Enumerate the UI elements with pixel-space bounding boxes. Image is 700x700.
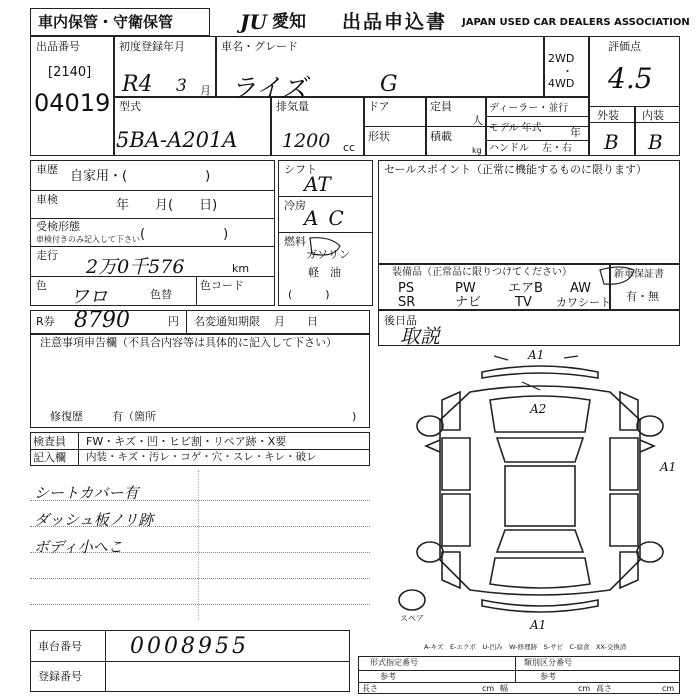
score: 4.5 — [608, 62, 653, 95]
handle-label: ハンドル — [489, 143, 529, 154]
car-name: ライズ — [230, 74, 307, 104]
type-label: 型式 — [119, 100, 141, 113]
receipt-label: 受検形態 — [36, 220, 80, 233]
color-value: ワロ — [70, 286, 109, 308]
ref-label-1: 参考 — [380, 672, 396, 681]
doors-label: ドア — [368, 100, 390, 113]
era-year: R4 — [122, 72, 153, 97]
displacement-label: 排気量 — [276, 100, 309, 113]
r-ticket-value: 8790 — [74, 308, 130, 333]
spare-label: スペア — [400, 614, 424, 623]
name-change-value: 月 日 — [274, 315, 318, 328]
interior-label: 内装 — [642, 109, 664, 122]
load-unit: kg — [472, 146, 482, 155]
damage-mark-rear: A1 — [530, 618, 547, 632]
width-unit: cm — [578, 684, 591, 693]
height-unit: cm — [662, 684, 675, 693]
year-unit: 年 — [570, 126, 581, 139]
score-label: 評価点 — [608, 40, 641, 53]
history-label: 車歴 — [36, 163, 58, 176]
after-item-value: 取説 — [400, 324, 440, 348]
capacity-label: 定員 — [430, 100, 452, 113]
width-label: 幅 — [500, 684, 508, 693]
fuel-light-oil: 軽 油 — [308, 266, 341, 279]
equip-leather: カワシート — [556, 296, 611, 309]
inspection-value: 年 月( 日) — [116, 198, 218, 213]
inspector-label: 検査員 — [33, 435, 66, 448]
first-reg-label: 初度登録年月 — [119, 40, 185, 53]
warranty-value: 有・無 — [626, 290, 659, 303]
model-code: 5BA-A201A — [116, 128, 238, 152]
lot-number: 04019 — [34, 89, 111, 117]
repair-label: 修復歴 — [50, 410, 83, 423]
note-line-1: シートカバー有 — [34, 484, 139, 502]
equip-ps: PS — [398, 281, 415, 296]
color-code-label: 色コード — [200, 279, 244, 292]
drive-4wd: 4WD — [548, 77, 575, 90]
sales-point-label: セールスポイント（正常に機能するものに限ります） — [384, 163, 648, 176]
damage-mark-right: A1 — [660, 460, 677, 474]
capacity-unit: 人 — [472, 114, 483, 127]
drive-2wd: 2WD — [548, 52, 575, 65]
warranty-label: 新車保証書 — [614, 269, 664, 280]
fw-row: FW・キズ・凹・ヒビ割・リペア跡・X要 — [86, 435, 287, 448]
ac-label: 冷房 — [284, 199, 306, 212]
dealer-label: ディーラー・並行 — [489, 103, 569, 114]
r-ticket-unit: 円 — [168, 315, 179, 328]
registration-label: 登録番号 — [38, 670, 82, 683]
height-label: 高さ — [596, 684, 612, 693]
fuel-label: 燃料 — [284, 235, 306, 248]
shift-label: シフト — [284, 163, 317, 176]
load-label: 積載 — [430, 130, 452, 143]
notice-label: 注意事項申告欄（不具合内容等は具体的に記入して下さい） — [40, 336, 337, 349]
color-label: 色 — [36, 279, 47, 292]
note-line-2: ダッシュ板ノリ跡 — [34, 511, 154, 529]
equip-tv: TV — [515, 295, 532, 310]
doc-title: 出品申込書 — [342, 11, 448, 33]
equip-pw: PW — [455, 281, 476, 296]
name-grade-label: 車名・グレード — [221, 40, 298, 53]
equip-navi: ナビ — [455, 295, 482, 310]
ac-value: AC — [304, 206, 354, 230]
repair-value: 有（箇所 — [112, 410, 156, 423]
history-value: 自家用・( ) — [70, 169, 211, 184]
storage-note: 車内保管・守衛保管 — [38, 13, 174, 31]
receipt-value: ( ) — [140, 227, 229, 242]
after-item-label: 後日品 — [384, 314, 417, 327]
drive-dot: ・ — [562, 65, 573, 78]
car-grade: G — [380, 72, 398, 97]
equip-sr: SR — [398, 295, 416, 310]
lot-label: 出品番号 — [36, 40, 80, 53]
damage-mark-hood: A2 — [530, 402, 547, 416]
org-name: 愛知 — [272, 12, 306, 32]
length-label: 長さ — [362, 684, 378, 693]
model-year-label: モデル 年式 — [489, 123, 542, 134]
note-line-3: ボディ小へこ — [34, 538, 123, 556]
cc-unit: cc — [343, 141, 356, 154]
chassis-number: 0008955 — [130, 634, 249, 659]
shape-label: 形状 — [368, 130, 390, 143]
interior-grade: B — [648, 130, 663, 154]
name-change-label: 名変通知期限 — [194, 315, 260, 328]
mileage: 2万0千576 — [86, 256, 185, 278]
equipment-label: 装備品（正常品に限りつけてください） — [392, 267, 572, 278]
ref-label-2: 参考 — [540, 672, 556, 681]
color-change-label: 色替 — [150, 288, 172, 301]
interior-row: 内装・キズ・汚レ・コゲ・穴・スレ・キレ・破レ — [86, 451, 317, 463]
chassis-label: 車台番号 — [38, 640, 82, 653]
model-designation-label: 形式指定番号 — [370, 658, 418, 667]
ju-logo: JU — [240, 10, 267, 34]
length-unit: cm — [482, 684, 495, 693]
displacement: 1200 — [282, 130, 331, 152]
shift-value: AT — [304, 172, 331, 196]
fuel-gasoline: ガソリン — [306, 248, 350, 261]
category-label: 類別区分番号 — [524, 658, 572, 667]
km-unit: km — [232, 262, 250, 275]
r-ticket-label: R券 — [36, 315, 55, 328]
bracket-number: [2140] — [48, 65, 92, 80]
receipt-sub: 車検付きのみ記入して下さい — [36, 235, 140, 244]
inspection-label: 車検 — [36, 193, 58, 206]
mileage-label: 走行 — [36, 249, 58, 262]
equip-airbag: エアB — [508, 281, 543, 296]
reg-month: 3 — [176, 76, 187, 96]
exterior-grade: B — [604, 130, 619, 154]
repair-close: ) — [352, 410, 357, 423]
damage-mark-front: A1 — [528, 348, 545, 362]
equip-aw: AW — [570, 281, 592, 296]
fuel-other: ( ) — [288, 288, 330, 301]
record-label: 記入欄 — [33, 451, 66, 464]
month-unit: 月 — [200, 84, 211, 97]
exterior-label: 外装 — [597, 109, 619, 122]
handle-options: 左・右 — [542, 143, 572, 154]
damage-legend: A-キズ E-エクボ U-凹み W-修理跡 S-サビ C-腐食 XX-交換済 — [424, 643, 627, 651]
association-name: JAPAN USED CAR DEALERS ASSOCIATION — [462, 17, 690, 28]
